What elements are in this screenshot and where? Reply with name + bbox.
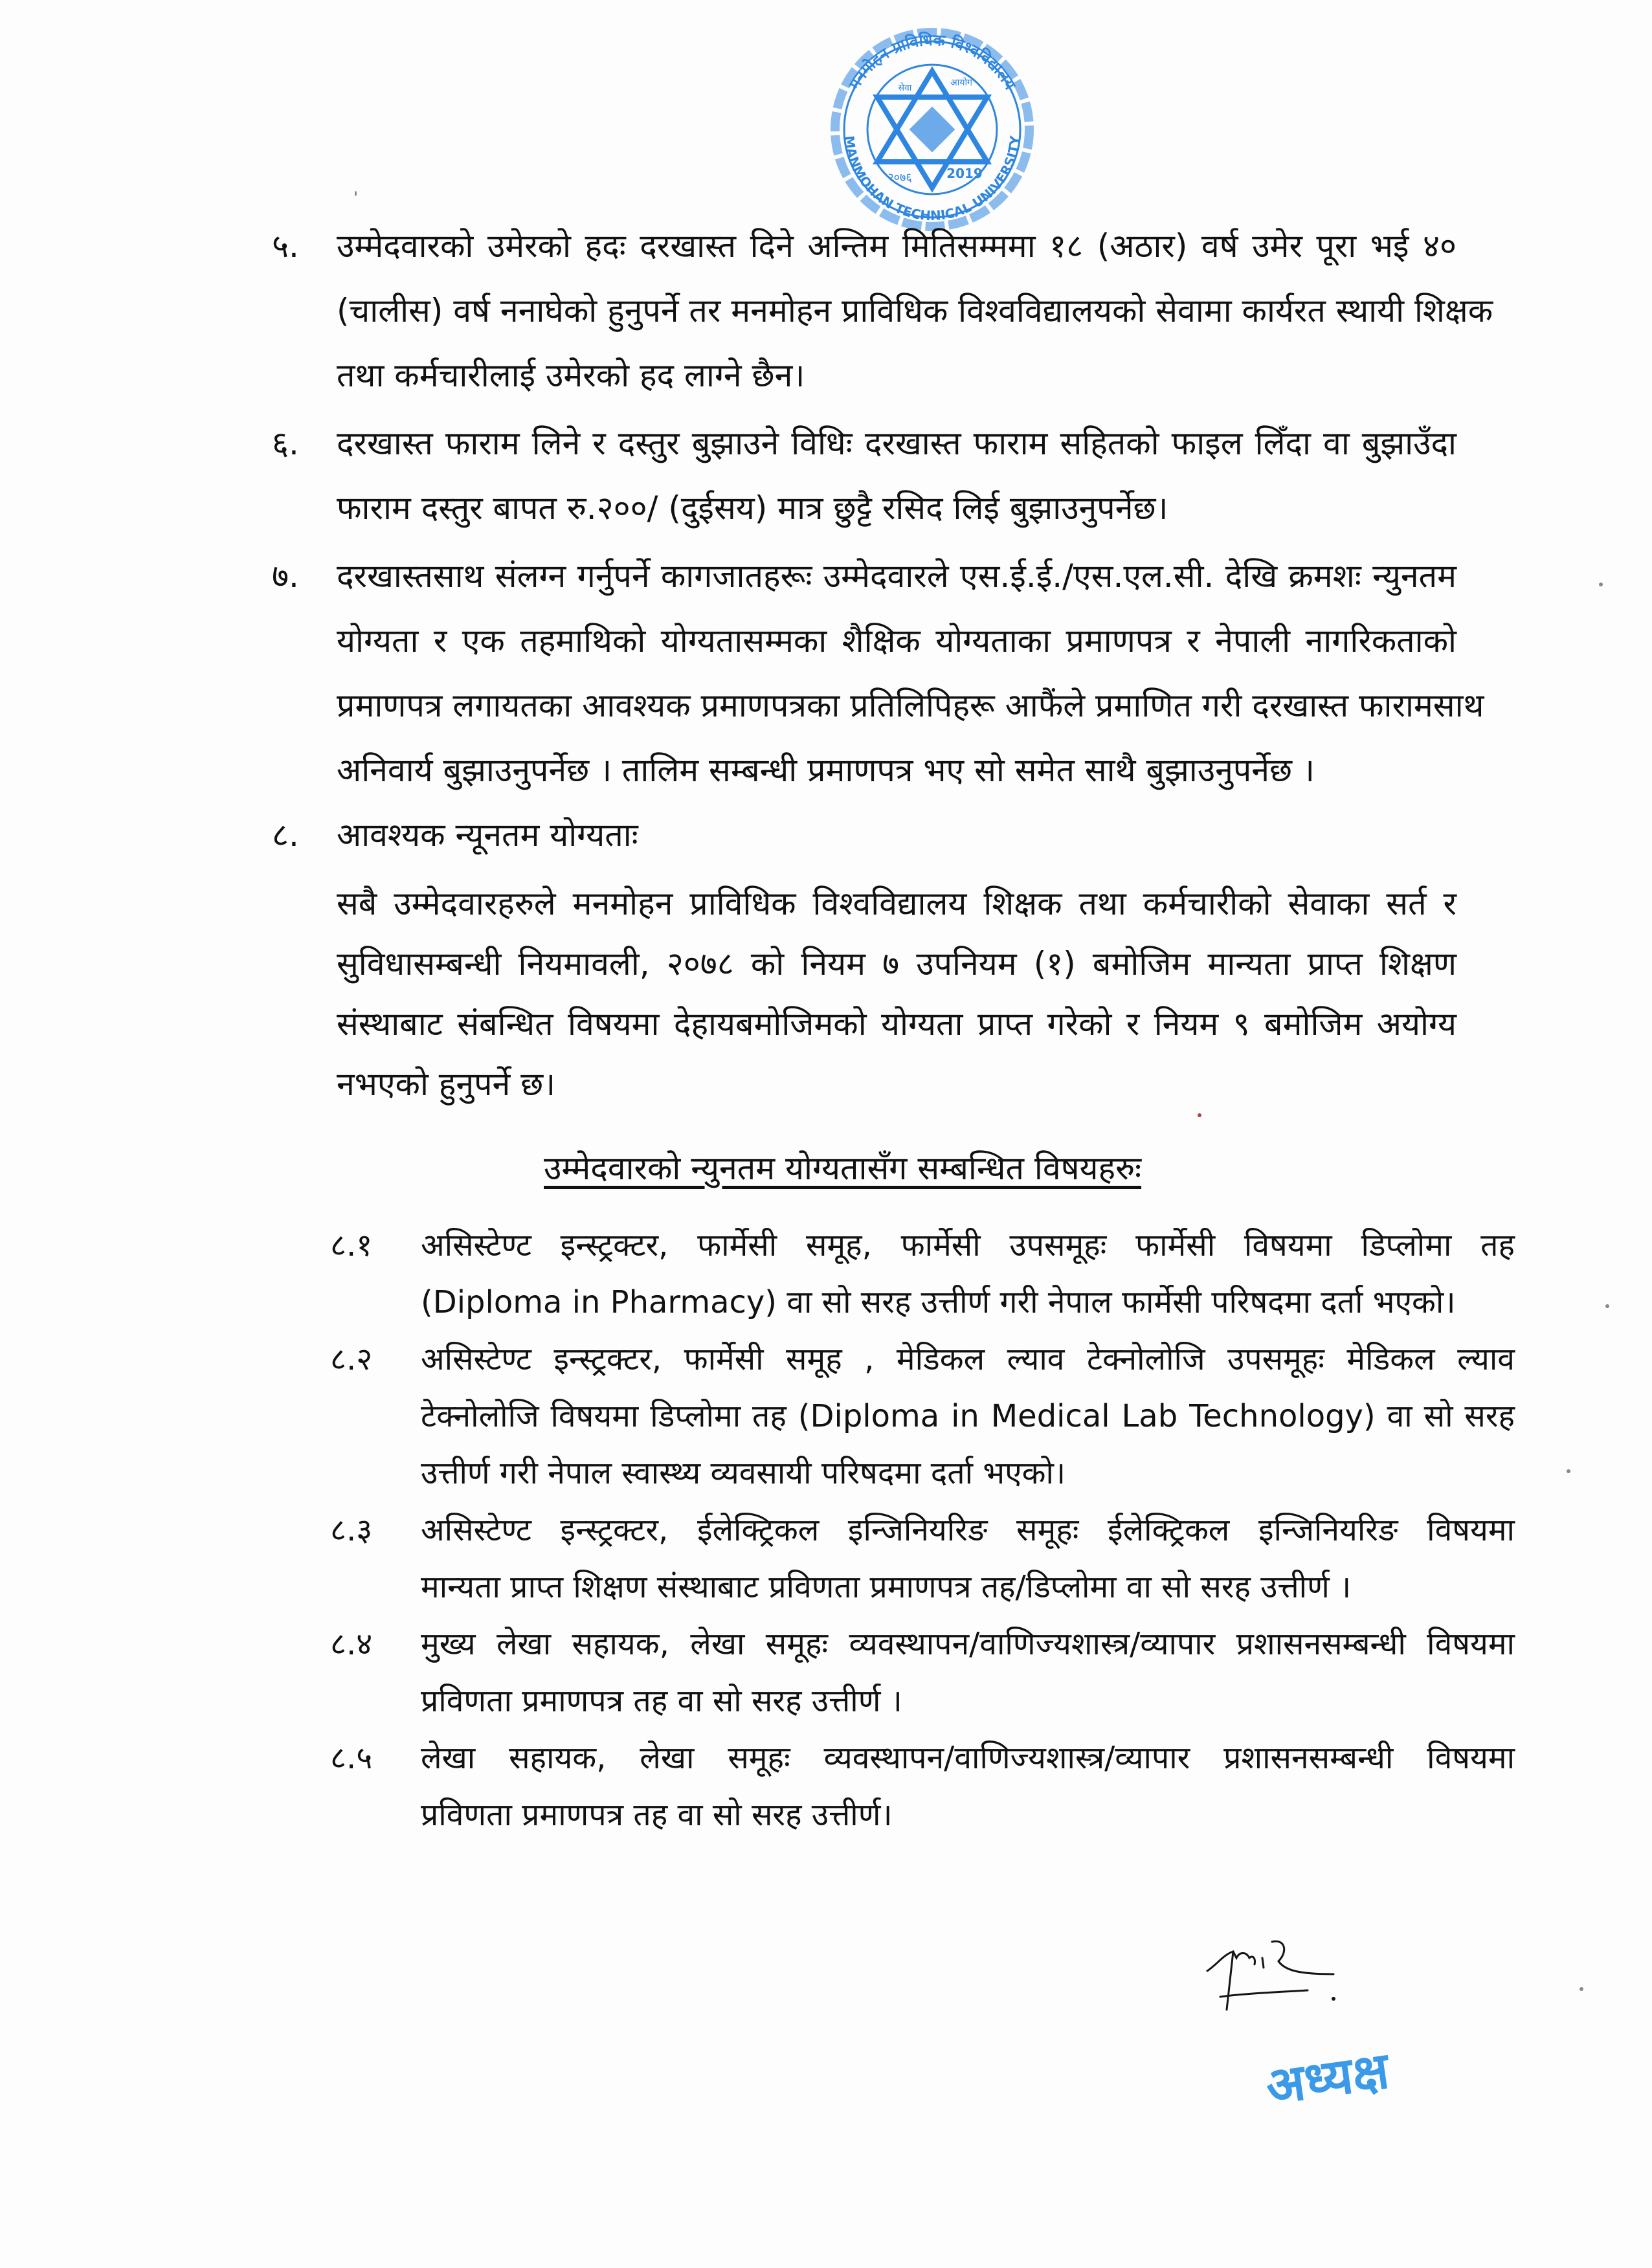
- item-line: प्रविणता प्रमाणपत्र तह वा सो सरह उत्तीर्ण ।: [421, 1683, 902, 1719]
- qualification-list: [330, 1217, 1515, 1843]
- svg-text:मनमोहन प्राविधिक विश्वविद्यालय: [845, 31, 1020, 94]
- section-line: प्रमाणपत्र लगायतका आवश्यक प्रमाणपत्रका प्रतिलिपिहरू आफैंले प्रमाणित गरी दरखास्त फारामसाथ: [337, 687, 1484, 724]
- scan-speck: [1599, 583, 1603, 586]
- section-line: दरखास्त फाराम लिने र दस्तुर बुझाउने विधिः दरखास्त फाराम सहितको फाइल लिँदा वा बुझाउँदा: [337, 425, 1457, 462]
- item-line: (Diploma in Pharmacy) वा सो सरह उत्तीर्ण गरी नेपाल फार्मेसी परिषदमा दर्ता भएको।: [421, 1284, 1456, 1320]
- scan-speck: [1567, 1469, 1570, 1473]
- section-line: फाराम दस्तुर बापत रु.२००/ (दुईसय) मात्र छुट्टै रसिद लिई बुझाउनुपर्नेछ।: [337, 489, 1168, 527]
- section-number: ८.: [272, 816, 299, 854]
- seal-right-label: आयोग: [950, 78, 972, 88]
- section-age-limit: [272, 214, 1493, 408]
- section-number: ६.: [272, 425, 299, 462]
- university-seal: [809, 26, 1055, 233]
- item-line: असिस्टेण्ट इन्स्ट्रक्टर, ईलेक्ट्रिकल इन्जिनियरिङ समूहः ईलेक्ट्रिकल इन्जिनियरिङ विषयमा: [421, 1512, 1515, 1548]
- qualification-intro: [337, 874, 1457, 1115]
- item-number: ८.५: [330, 1740, 373, 1776]
- scan-speck: [1605, 1304, 1609, 1308]
- item-number: ८.१: [330, 1227, 373, 1263]
- section-line: दरखास्तसाथ संलग्न गर्नुपर्ने कागजातहरूः उम्मेदवारले एस.ई.ई./एस.एल.सी. देखि क्रमशः न्युनतम: [337, 557, 1457, 595]
- seal-top-text: मनमोहन प्राविधिक विश्वविद्यालय: [845, 30, 1020, 93]
- item-line: मुख्य लेखा सहायक, लेखा समूहः व्यवस्थापन/वाणिज्यशास्त्र/व्यापार प्रशासनसम्बन्धी विषयमा: [421, 1626, 1515, 1662]
- scan-speck: [355, 191, 357, 196]
- seal-year-en: 2019: [946, 166, 983, 181]
- seal-left-label: सेवा: [898, 83, 912, 93]
- item-line: टेक्नोलोजि विषयमा डिप्लोमा तह (Diploma in Medical Lab Technology) वा सो सरह: [421, 1398, 1515, 1434]
- item-line: उत्तीर्ण गरी नेपाल स्वास्थ्य व्यवसायी परिषदमा दर्ता भएको।: [421, 1455, 1066, 1491]
- section-line: (चालीस) वर्ष ननाघेको हुनुपर्ने तर मनमोहन प्राविधिक विश्वविद्यालयको सेवामा कार्यरत स्थायी शिक्षक: [337, 292, 1493, 329]
- item-number: ८.४: [330, 1626, 373, 1662]
- section-required-documents: [272, 544, 1484, 803]
- section-number: ५.: [272, 227, 299, 265]
- item-line: मान्यता प्राप्त शिक्षण संस्थाबाट प्रविणता प्रमाणपत्र तह/डिप्लोमा वा सो सरह उत्तीर्ण ।: [421, 1569, 1352, 1605]
- scan-speck: [1198, 1113, 1201, 1117]
- seal-year-np: २०७६: [887, 171, 912, 184]
- section-line: तथा कर्मचारीलाई उमेरको हद लाग्ने छैन।: [337, 357, 805, 394]
- intro-line: सुविधासम्बन्धी नियमावली, २०७८ को नियम ७ उपनियम (१) बमोजिम मान्यता प्राप्त शिक्षण: [337, 945, 1457, 983]
- seal-emblem-icon: [809, 26, 1055, 233]
- section-line: उम्मेदवारको उमेरको हदः दरखास्त दिने अन्तिम मितिसम्ममा १८ (अठार) वर्ष उमेर पूरा भई ४०: [337, 227, 1457, 265]
- item-line: लेखा सहायक, लेखा समूहः व्यवस्थापन/वाणिज्यशास्त्र/व्यापार प्रशासनसम्बन्धी विषयमा: [421, 1740, 1515, 1776]
- intro-line: सबै उम्मेदवारहरुले मनमोहन प्राविधिक विश्वविद्यालय शिक्षक तथा कर्मचारीको सेवाका सर्त र: [337, 885, 1457, 922]
- scan-speck: [1579, 1987, 1583, 1991]
- section-number: ७.: [272, 557, 299, 595]
- chairperson-stamp: अध्यक्ष: [1262, 2041, 1392, 2117]
- qualification-subheading: उम्मेदवारको न्युनतम योग्यतासँग सम्बन्धित विषयहरुः: [544, 1150, 1142, 1187]
- intro-line: संस्थाबाट संबन्धित विषयमा देहायबमोजिमको योग्यता प्राप्त गरेको र नियम ९ बमोजिम अयोग्य: [337, 1005, 1457, 1043]
- qualification-item: [330, 1729, 1515, 1843]
- item-line: असिस्टेण्ट इन्स्ट्रक्टर, फार्मेसी समूह, फार्मेसी उपसमूहः फार्मेसी विषयमा डिप्लोमा तह: [421, 1227, 1515, 1263]
- section-form-fee: [272, 411, 1457, 540]
- signature-scribble-icon: [1204, 1935, 1353, 2013]
- section-heading: आवश्यक न्यूनतम योग्यताः: [337, 816, 638, 854]
- intro-line: नभएको हुनुपर्ने छ।: [337, 1065, 556, 1103]
- section-minimum-qualification: [272, 803, 1457, 867]
- qualification-item: [330, 1331, 1515, 1502]
- section-line: योग्यता र एक तहमाथिको योग्यतासम्मका शैक्षिक योग्यताका प्रमाणपत्र र नेपाली नागरिकताको: [337, 622, 1457, 660]
- item-line: असिस्टेण्ट इन्स्ट्रक्टर, फार्मेसी समूह , मेडिकल ल्याव टेक्नोलोजि उपसमूहः मेडिकल ल्याव: [421, 1341, 1515, 1377]
- qualification-item: [330, 1502, 1515, 1616]
- handwritten-signature: [1204, 1935, 1353, 2013]
- item-line: प्रविणता प्रमाणपत्र तह वा सो सरह उत्तीर्ण।: [421, 1797, 893, 1833]
- qualification-item: [330, 1616, 1515, 1729]
- seal-bottom-text: MANMOHAN TECHNICAL UNIVERSITY: [841, 135, 1023, 224]
- item-number: ८.२: [330, 1341, 373, 1377]
- item-number: ८.३: [330, 1512, 373, 1548]
- qualification-item: [330, 1217, 1515, 1331]
- section-line: अनिवार्य बुझाउनुपर्नेछ । तालिम सम्बन्धी प्रमाणपत्र भए सो समेत साथै बुझाउनुपर्नेछ ।: [337, 751, 1315, 789]
